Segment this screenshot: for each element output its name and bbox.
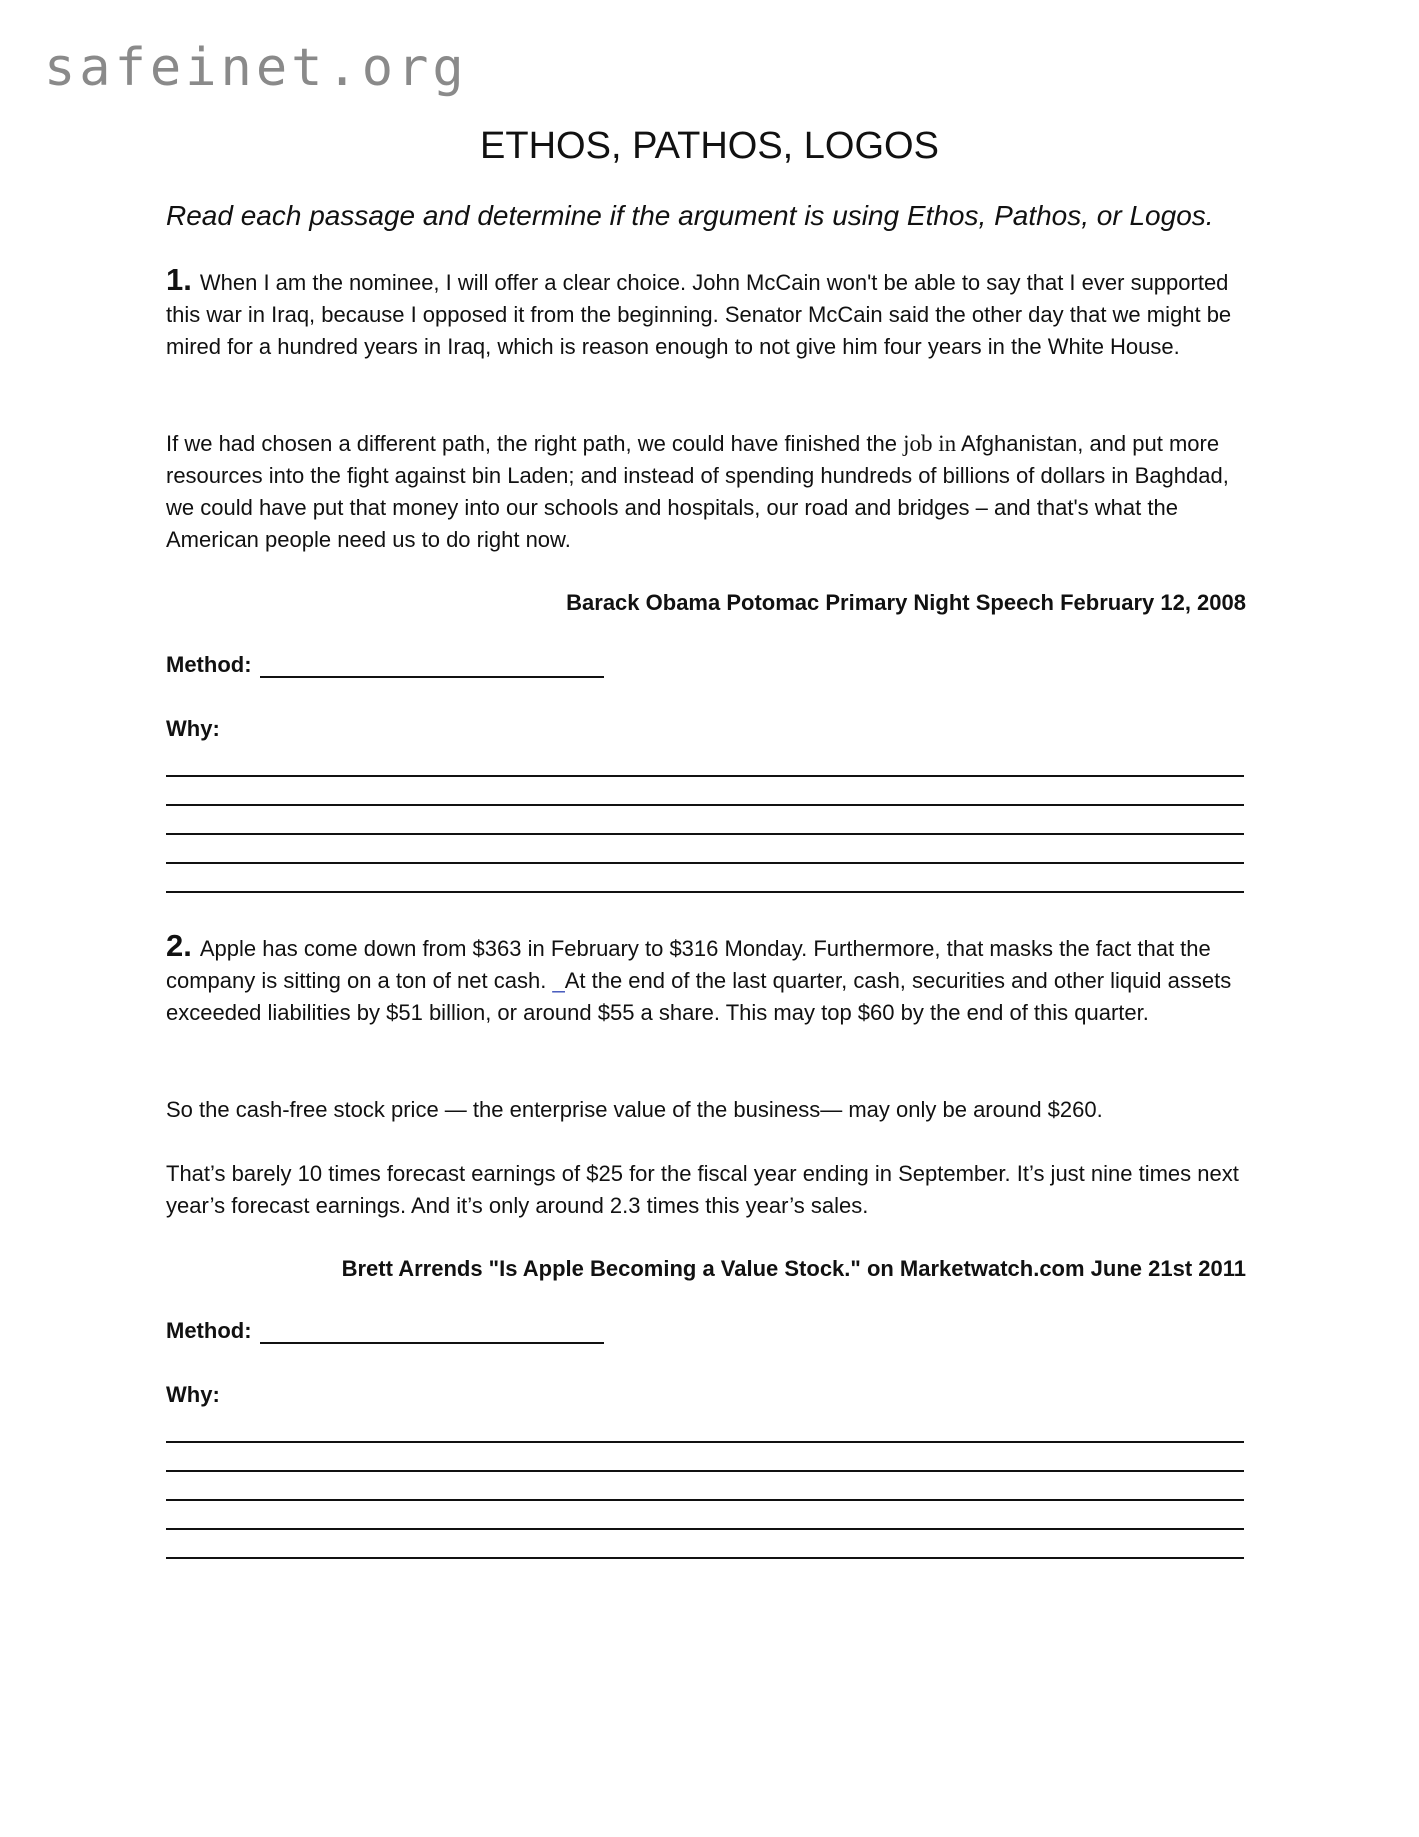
q1-why-line[interactable] — [166, 864, 1244, 893]
q1-why-line[interactable] — [166, 835, 1244, 864]
q2-why-lines — [166, 1414, 1244, 1559]
q1-para2-serif: job in — [903, 431, 957, 456]
q1-why-line[interactable] — [166, 806, 1244, 835]
q1-why-lines — [166, 748, 1244, 893]
q2-why-line[interactable] — [166, 1472, 1244, 1501]
q1-why-line[interactable] — [166, 777, 1244, 806]
q2-method-label: Method: — [166, 1318, 252, 1343]
q1-para2-start: If we had chosen a different path, the right path, we could have finished the — [166, 431, 904, 456]
q1-why-label: Why: — [166, 716, 220, 741]
q2-para2: So the cash-free stock price — the enterprise value of the business— may only be around $260. — [166, 1097, 1103, 1122]
q2-why-label: Why: — [166, 1382, 220, 1407]
q2-method — [166, 1318, 604, 1344]
q2-why-line[interactable] — [166, 1443, 1244, 1472]
q1-method-blank[interactable] — [260, 654, 604, 678]
page-title: ETHOS, PATHOS, LOGOS — [480, 125, 939, 167]
q2-why-line[interactable] — [166, 1530, 1244, 1559]
q2-why-line[interactable] — [166, 1414, 1244, 1443]
q2-method-blank[interactable] — [260, 1320, 604, 1344]
q1-citation: Barack Obama Potomac Primary Night Speech February 12, 2008 — [566, 590, 1246, 615]
q2-passage-2 — [166, 1094, 1246, 1126]
watermark: safeinet.org — [44, 38, 468, 98]
q2-why-line[interactable] — [166, 1501, 1244, 1530]
q1-method — [166, 652, 604, 678]
q1-number: 1. — [166, 262, 192, 297]
q2-number: 2. — [166, 928, 192, 963]
instructions: Read each passage and determine if the argument is using Ethos, Pathos, or Logos. — [166, 200, 1214, 231]
q2-para3: That’s barely 10 times forecast earnings of $25 for the fiscal year ending in September. It’s just nine times next year’s forecast earnings. And it’s only around 2.3 times this year’s sales. — [166, 1161, 1239, 1218]
q2-para1-end: At the end of the last quarter, cash, securities and other liquid assets exceeded liabilities by $51 billion, or around $55 a share. This may top $60 by the end of this quarter. — [166, 968, 1232, 1025]
q1-why-line[interactable] — [166, 748, 1244, 777]
q1-method-label: Method: — [166, 652, 252, 677]
q1-passage-2 — [166, 428, 1246, 556]
q1-para1: When I am the nominee, I will offer a clear choice. John McCain won't be able to say that I ever supported this war in Iraq, because I opposed it from the beginning. Senator McCain said the other day that we might be mired for a hundred years in Iraq, which is reason enough to not give him four years in the White House. — [166, 270, 1232, 359]
q1-para2-end: Afghanistan, and put more resources into the fight against bin Laden; and instead of spending hundreds of billions of dollars in Baghdad, we could have put that money into our schools and hospitals, our road and bridges – and that's what the American people need us to do right now. — [166, 431, 1229, 552]
q2-passage-3 — [166, 1158, 1246, 1222]
q2-citation: Brett Arrends "Is Apple Becoming a Value Stock." on Marketwatch.com June 21st 2011 — [341, 1256, 1246, 1281]
q2-para1-mark: _ — [552, 968, 565, 993]
q2-passage-1 — [166, 930, 1246, 1029]
q1-passage-1 — [166, 264, 1246, 363]
q2-para1-start: Apple has come down from $363 in February to $316 Monday. Furthermore, that masks the fact that the company is sitting on a ton of net cash. — [166, 936, 1211, 993]
